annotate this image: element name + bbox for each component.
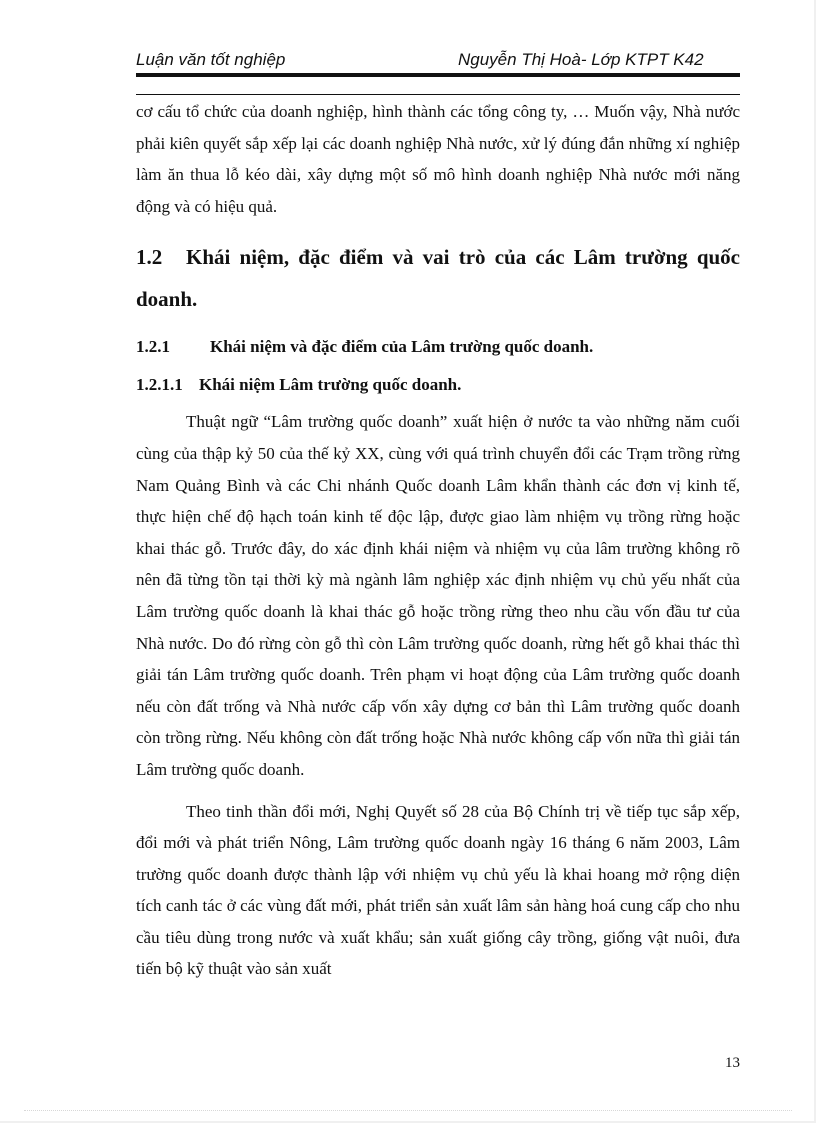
subsubsection-heading	[136, 370, 740, 400]
subsection-title: Khái niệm và đặc điểm của Lâm trường quốc doanh.	[210, 337, 594, 357]
header-rule-thick	[136, 73, 740, 77]
subsection-heading	[136, 332, 740, 362]
subsubsection-number: 1.2.1.1	[136, 375, 183, 395]
section-title: Khái niệm, đặc điểm và vai trò của các Lâm trường quốc doanh.	[136, 245, 740, 312]
running-header	[136, 47, 740, 73]
page-number: 13	[725, 1055, 740, 1071]
paragraph-continued: cơ cấu tổ chức của doanh nghiệp, hình thành các tổng công ty, … Muốn vậy, Nhà nước phải kiên quyết sắp xếp lại các doanh nghiệp Nhà nước, xử lý đúng đắn những xí nghiệp làm ăn thua lỗ kéo dài, xây dựng một số mô hình doanh nghiệp Nhà nước mới năng động và có hiệu quả.	[136, 102, 740, 216]
header-author: Nguyễn Thị Hoà- Lớp KTPT K42	[458, 50, 704, 69]
page-bottom-edge	[24, 1110, 792, 1111]
section-heading	[136, 236, 740, 320]
subsubsection-title: Khái niệm Lâm trường quốc doanh.	[199, 375, 462, 395]
section-number: 1.2	[136, 245, 163, 270]
header-rule-thin	[136, 94, 740, 95]
paragraph-renewal: Theo tinh thần đổi mới, Nghị Quyết số 28 của Bộ Chính trị về tiếp tục sắp xếp, đổi mới và phát triển Nông, Lâm trường quốc doanh ngày 16 tháng 6 năm 2003, Lâm trường quốc doanh được thành lập với nhiệm vụ chủ yếu là khai hoang mở rộng diện tích canh tác ở các vùng đất mới, phát triển sản xuất lâm sản hàng hoá cung cấp cho nhu cầu tiêu dùng trong nước và xuất khẩu; sản xuất giống cây trồng, giống vật nuôi, đưa tiến bộ kỹ thuật vào sản xuất	[136, 801, 740, 979]
page-content	[136, 96, 740, 985]
subsection-number: 1.2.1	[136, 337, 170, 357]
paragraph-definition: Thuật ngữ “Lâm trường quốc doanh” xuất hiện ở nước ta vào những năm cuối cùng của thập kỷ 50 của thế kỷ XX, cùng với quá trình chuyển đổi các Trạm trồng rừng Nam Quảng Bình và các Chi nhánh Quốc doanh Lâm khẩn thành các đơn vị kinh tế, thực hiện chế độ hạch toán kinh tế độc lập, được giao làm nhiệm vụ trồng rừng hoặc khai thác gỗ. Trước đây, do xác định khái niệm và nhiệm vụ của lâm trường không rõ nên đã từng tồn tại thời kỳ mà ngành lâm nghiệp xác định nhiệm vụ chủ yếu nhất của Lâm trường quốc doanh là khai thác gỗ hoặc trồng rừng theo nhu cầu vốn đầu tư của Nhà nước. Do đó rừng còn gỗ thì còn Lâm trường quốc doanh, rừng hết gỗ khai thác thì giải tán Lâm trường quốc doanh. Trên phạm vi hoạt động của Lâm trường quốc doanh nếu còn đất trống và Nhà nước cấp vốn xây dựng cơ bản thì Lâm trường quốc doanh còn trồng rừng. Nếu không còn đất trống hoặc Nhà nước không cấp vốn nữa thì giải tán Lâm trường quốc doanh.	[136, 412, 740, 779]
header-thesis-label: Luận văn tốt nghiệp	[136, 50, 286, 69]
